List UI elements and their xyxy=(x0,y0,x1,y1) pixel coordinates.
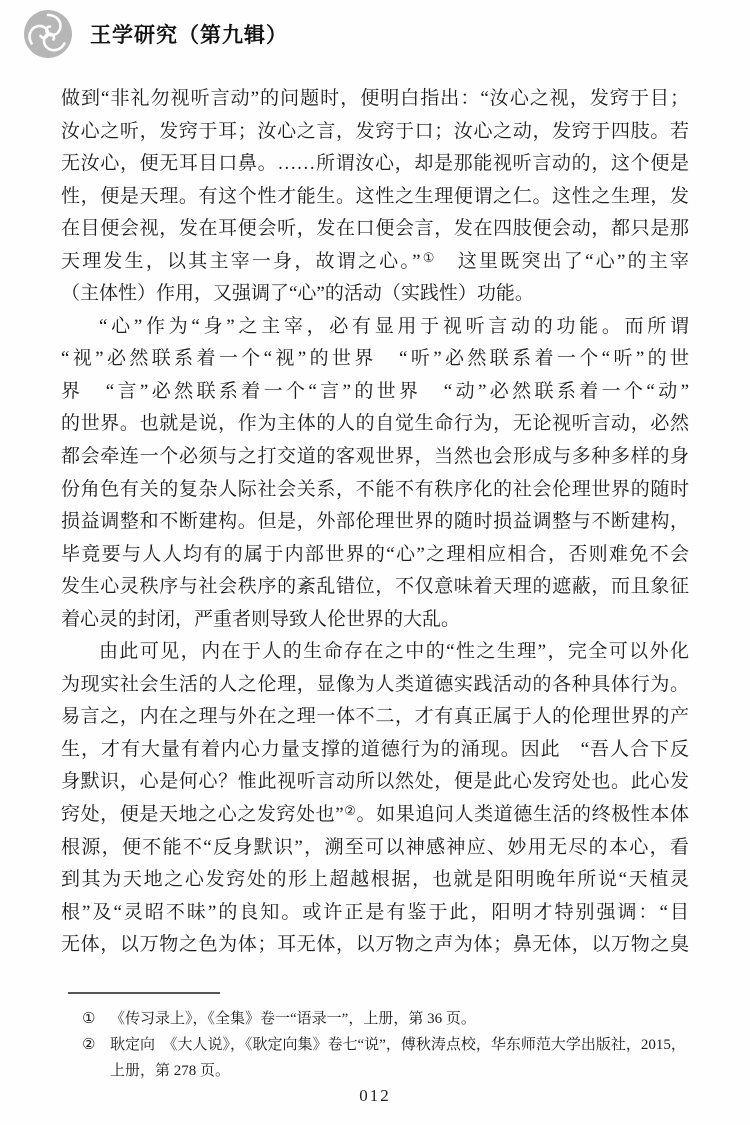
footnote-text: 《传习录上》，《全集》卷一“语录一”，上册，第 36 页。 xyxy=(110,1011,476,1027)
body-text-line: 由此可见，内在于人的生命存在之中的“性之生理”，完全可以外化 xyxy=(99,641,689,663)
footnote-ref-1-icon: ① xyxy=(420,249,437,265)
footnote-marker: ① xyxy=(82,1011,96,1027)
body-text-line: “心”作为“身”之主宰，必有显用于视听言动的功能。而所谓 xyxy=(99,315,689,337)
body-text-line: 份角色有关的复杂人际社会关系，不能不有秩序化的社会伦理世界的随时 xyxy=(61,478,689,500)
body-text-line: 根”及“灵昭不昧”的良知。或许正是有鉴于此，阳明才特别强调：“目 xyxy=(61,901,689,923)
body-text-line: 做到“非礼勿视听言动”的问题时，便明白指出：“汝心之视，发窍于目； xyxy=(61,88,689,109)
body-text-line: 无汝心，便无耳目口鼻。……所谓汝心，却是那能视听言动的，这个便是 xyxy=(61,153,689,175)
body-text-line: 界 “言”必然联系着一个“言”的世界 “动”必然联系着一个“动” xyxy=(61,380,689,402)
footnote-marker: ② xyxy=(82,1037,96,1053)
body-text-line: 毕竟要与人人均有的属于内部世界的“心”之理相应相合，否则难免不会 xyxy=(61,543,689,565)
paragraph xyxy=(61,636,689,961)
body-text-line: 无体，以万物之色为体；耳无体，以万物之声为体；鼻无体，以万物之臭 xyxy=(61,934,689,956)
body-text-line: （主体性）作用，又强调了“心”的活动（实践性）功能。 xyxy=(61,283,534,305)
body-text-line: 着心灵的封闭，严重者则导致人伦世界的大乱。 xyxy=(61,608,461,630)
body-text-line: 都会牵连一个必须与之打交道的客观世界，当然也会形成与多种多样的身 xyxy=(61,446,689,468)
paragraph xyxy=(61,83,689,311)
footnote xyxy=(62,1006,694,1032)
body-text-line: 根源，便不能不“反身默识”，溯至可以神感神应、妙用无尽的本心，看 xyxy=(61,836,689,858)
body-text-line: 窍处，便是天地之心之发窍处也”②。如果追问人类道德生活的终极性本体 xyxy=(61,803,689,826)
body-text-line: 到其为天地之心发窍处的形上超越根据，也就是阳明晚年所说“天植灵 xyxy=(61,869,689,891)
page-number: 012 xyxy=(359,1086,391,1105)
page-header xyxy=(22,8,288,60)
body-text-line: 汝心之听，发窍于耳；汝心之言，发窍于口；汝心之动，发窍于四肢。若 xyxy=(61,120,689,142)
body-text-line: 性，便是天理。有这个性才能生。这性之生理便谓之仁。这性之生理，发 xyxy=(61,185,689,207)
body-text-line: 身默识，心是何心？惟此视听言动所以然处，便是此心发窍处也。此心发 xyxy=(61,771,689,793)
body-text-line: 为现实社会生活的人之伦理，显像为人类道德实践活动的各种具体行为。 xyxy=(61,673,689,695)
cloud-seal-icon xyxy=(22,8,74,60)
paragraph xyxy=(61,311,689,636)
body-text-line: 在目便会视，发在耳便会听，发在口便会言，发在四肢便会动，都只是那 xyxy=(61,218,689,240)
body-text-line: 天理发生，以其主宰一身，故谓之心。”① 这里既突出了“心”的主宰 xyxy=(61,249,689,272)
body-text-line: 损益调整和不断建构。但是，外部伦理世界的随时损益调整与不断建构， xyxy=(61,511,689,533)
footnote-ref-2-icon: ② xyxy=(343,803,357,819)
footnote-text: 耿定向 《大人说》，《耿定向集》卷七“说”，傅秋涛点校，华东师范大学出版社，2015，上册，第 278 页。 xyxy=(110,1037,686,1079)
body-text-line: “视”必然联系着一个“视”的世界 “听”必然联系着一个“听”的世 xyxy=(61,348,689,370)
body-text xyxy=(61,83,689,962)
book-title: 王学研究（第九辑） xyxy=(90,24,288,47)
footnotes xyxy=(62,1006,694,1084)
body-text-line: 易言之，内在之理与外在之理一体不二，才有真正属于人的伦理世界的产 xyxy=(61,706,689,728)
body-text-line: 的世界。也就是说，作为主体的人的自觉生命行为，无论视听言动，必然 xyxy=(61,413,689,435)
footnote xyxy=(62,1032,694,1084)
footnote-separator xyxy=(68,992,220,994)
body-text-line: 生，才有大量有着内心力量支撑的道德行为的涌现。因此 “吾人合下反 xyxy=(61,738,689,760)
body-text-line: 发生心灵秩序与社会秩序的紊乱错位，不仅意味着天理的遮蔽，而且象征 xyxy=(61,576,689,598)
